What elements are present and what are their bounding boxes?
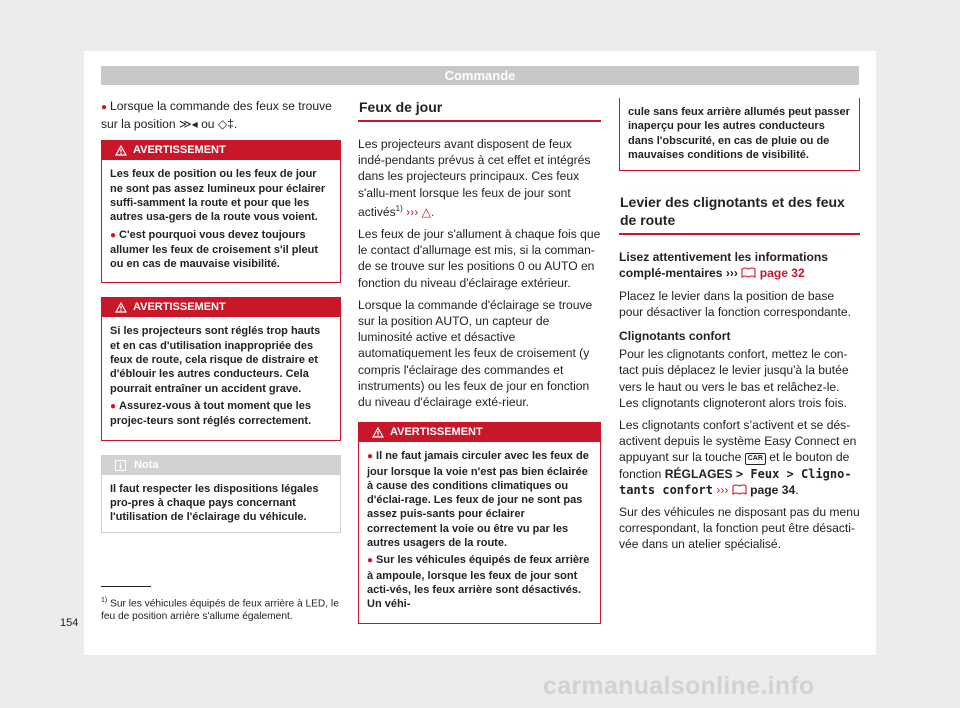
bullet-icon: ● (101, 102, 108, 113)
intro-paragraph: ● Lorsque la commande des feux se trouve sur la position ≫◂ ou ◇‡. (101, 99, 332, 132)
paragraph: Les projecteurs avant disposent de feux indé-pendants prévus à cet effet et intégrés dans les projecteurs principaux. Ces feux s'allu-ment lorsque les feux de jour sont activés$^{1)}$ ››› △. (358, 137, 591, 219)
warning-text: Les feux de position ou les feux de jour ne sont pas assez lumineux pour éclairer suffi-samment la route et pour que les autres usa-gers de la route vous voient. (110, 168, 326, 224)
warning-box-continued (619, 98, 860, 171)
book-icon (741, 267, 756, 278)
paragraph: Sur des véhicules ne disposant pas du menu correspondant, la fonction peut être désacti-vée dans un atelier spécialisé. (619, 505, 860, 552)
bullet-icon: ● (367, 555, 374, 567)
paragraph: Les clignotants confort s’activent et se dés-activent depuis le système Easy Connect en appuyant sur la touche CAR et le bouton de fonction RÉGLAGES > Feux > Cligno-tants confort ››› page 34. (619, 418, 857, 497)
note-box (101, 455, 341, 534)
note-text: Il faut respecter les dispositions légales pro-pres à chaque pays concernant l'utilisation de l'éclairage du véhicule. (110, 482, 319, 524)
warning-text: ● Il ne faut jamais circuler avec les feux de jour lorsque la voie n'est pas bien éclairée à cause des conditions climatiques ou d'éclai-rage. Les feux de jour ne sont pas assez puis-sants pour éclairer correctement la voie ou être vu par les autres usagers de la route. (367, 450, 589, 550)
warning-text: ● C'est pourquoi vous devez toujours allumer les feux de croisement s'il pleut ou en cas de mauvaise visibilité. (110, 228, 319, 271)
page-link[interactable]: page 34 (750, 482, 796, 497)
column-1 (101, 98, 341, 533)
page-header: Commande (101, 66, 859, 85)
column-3 (619, 98, 860, 559)
footnote: $^{1)}$ Sur les véhicules équipés de feux arrière à LED, le feu de position arrière s'allume également. (101, 597, 339, 623)
warning-text: ● Sur les véhicules équipés de feux arrière à ampoule, lorsque les feux de jour sont acti-vés, les feux arrière sont désactivés. Un véhi- (367, 554, 590, 611)
warning-title: AVERTISSEMENT (133, 301, 226, 314)
warning-box (101, 297, 341, 440)
paragraph: Pour les clignotants confort, mettez le con-tact puis déplacez le levier jusqu'à la butée vers le haut ou vers le bas et relâchez-le. Les clignotants clignoteront alors trois fois. (619, 347, 849, 410)
warning-triangle-icon (115, 145, 127, 156)
crossref-link[interactable]: ››› △. (406, 204, 435, 219)
warning-text: Si les projecteurs sont réglés trop hauts et en cas d'utilisation inappropriée des feux de route, cela risque de distraire et d'éblouir les autres conducteurs. Cela pourrait entraîner un accident grave. (110, 325, 321, 395)
warning-title: AVERTISSEMENT (390, 426, 483, 439)
subheading: Clignotants confort (619, 329, 731, 343)
paragraph: Les feux de jour s'allument à chaque fois que le contact d'allumage est mis, si la comman-de se trouve sur les positions 0 ou AUTO en fonction du niveau d'éclairage extérieur. (358, 227, 601, 290)
warning-box (358, 422, 601, 623)
bullet-icon: ● (367, 451, 374, 463)
warning-title: AVERTISSEMENT (133, 144, 226, 157)
book-icon (732, 484, 747, 495)
page-link[interactable]: page 32 (759, 266, 805, 281)
footnote-divider (101, 586, 151, 587)
warning-text: ● Assurez-vous à tout moment que les projec-teurs sont réglés correctement. (110, 399, 312, 428)
warning-text: cule sans feux arrière allumés peut passer inaperçu pour les autres conducteurs dans l'obscurité, en cas de pluie ou de mauvaises conditions de visibilité. (628, 106, 850, 161)
section-title: Feux de jour (358, 98, 601, 122)
bullet-icon: ● (110, 400, 117, 412)
warning-triangle-icon (115, 302, 127, 313)
info-icon (115, 460, 126, 471)
page-number: 154 (60, 617, 79, 629)
section-title: Levier des clignotants et des feux de route (619, 193, 860, 235)
paragraph: Lorsque la commande d'éclairage se trouve sur la position AUTO, un capteur de luminosité active et désactive automatiquement les feux de croisement (y compris l'éclairage des commandes et instruments) ou les feux de jour en fonction du niveau d'éclairage exté-rieur. (358, 297, 593, 410)
car-key-icon: CAR (745, 453, 766, 465)
note-title: Nota (134, 458, 159, 471)
warning-box (101, 140, 341, 283)
bullet-icon: ● (110, 229, 117, 241)
paragraph: Placez le levier dans la position de base pour désactiver la fonction correspondante. (619, 288, 851, 319)
column-2 (358, 98, 601, 638)
warning-triangle-icon (372, 427, 384, 438)
read-info: Lisez attentivement les informations complé-mentaires ››› page 32 (619, 250, 829, 281)
watermark: carmanualsonline.info (543, 672, 815, 700)
